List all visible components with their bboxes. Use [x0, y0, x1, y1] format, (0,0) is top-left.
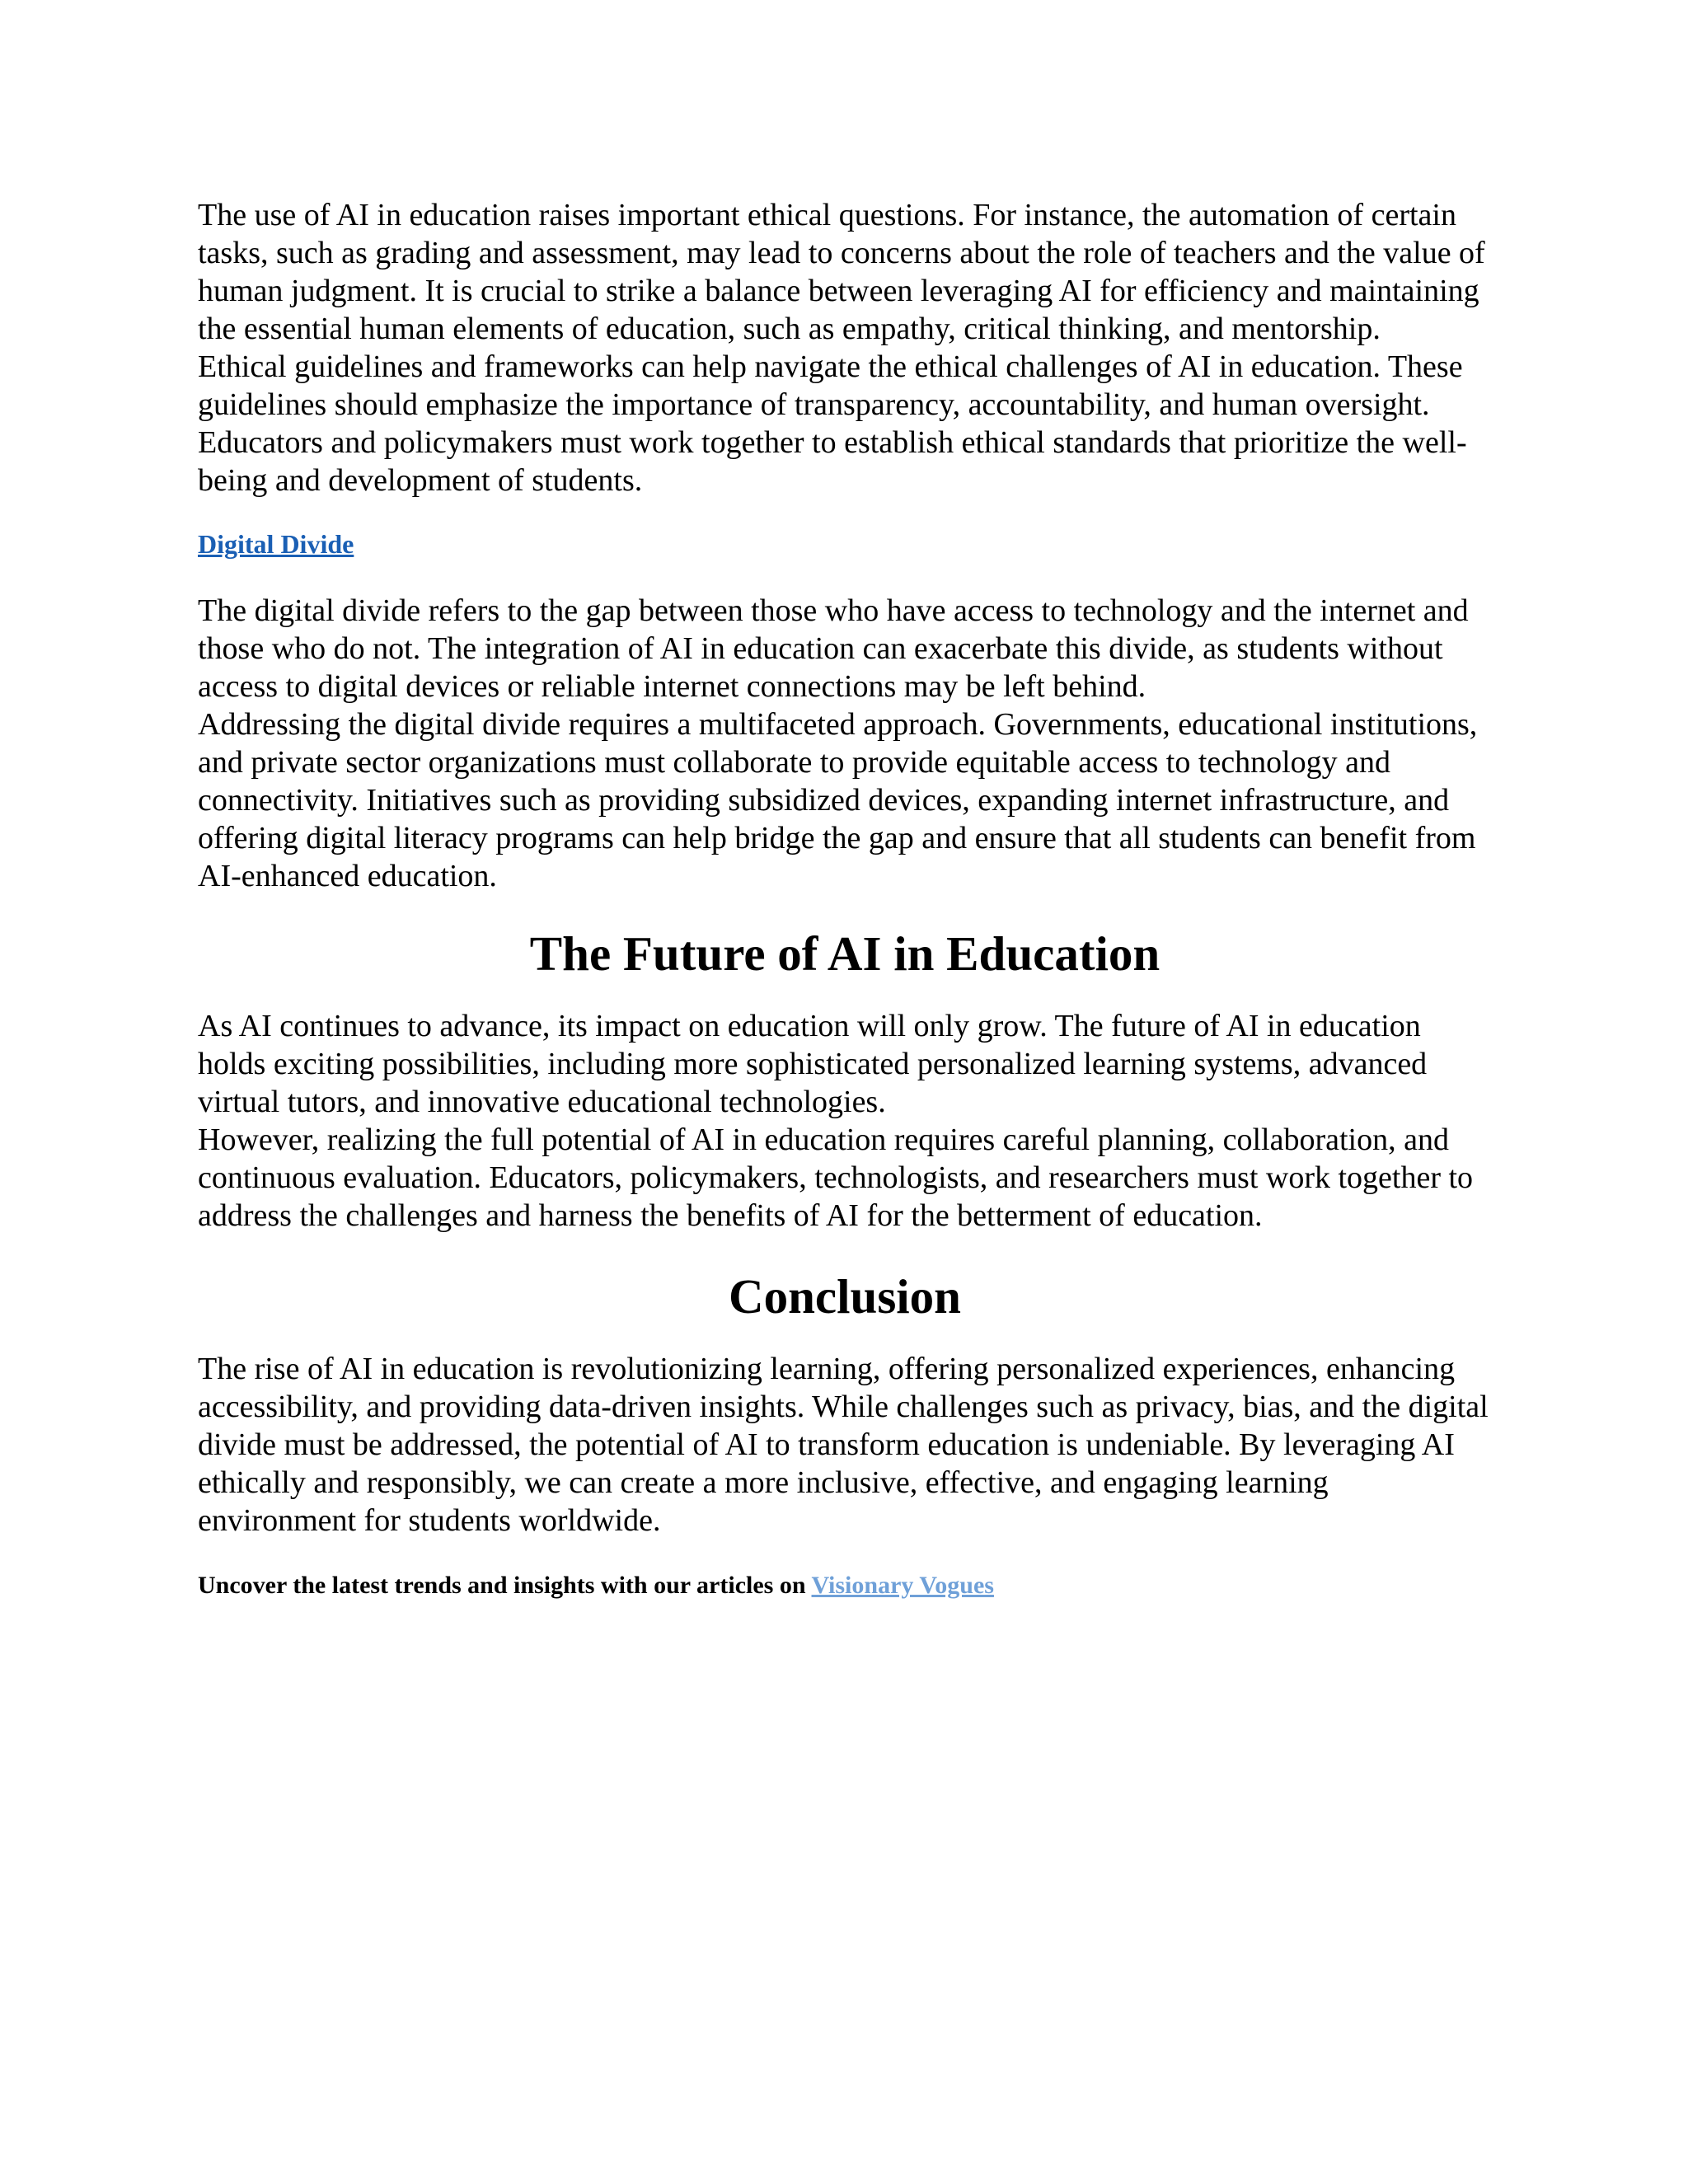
- conclusion-heading: Conclusion: [729, 1269, 961, 1324]
- ethics-paragraph-1: The use of AI in education raises important ethical questions. For instance, the automation of certain tasks, such as grading and assessment, may lead to concerns about the role of teachers and the value of human judgment. It is crucial to strike a balance between leveraging AI for efficiency and maintaining the essential human elements of education, such as empathy, critical thinking, and mentorship.: [198, 198, 1485, 346]
- digital-divide-heading: [198, 527, 1492, 560]
- future-heading: The Future of AI in Education: [529, 926, 1160, 981]
- digital-divide-paragraph-1: The digital divide refers to the gap between those who have access to technology and the internet and those who do not. The integration of AI in education can exacerbate this divide, as students without access to digital devices or reliable internet connections may be left behind.: [198, 593, 1469, 704]
- footer-text: Uncover the latest trends and insights with our articles on: [198, 1572, 806, 1599]
- visionary-vogues-link[interactable]: Visionary Vogues: [811, 1572, 994, 1599]
- digital-divide-paragraph-2: Addressing the digital divide requires a multifaceted approach. Governments, educational institutions, and private sector organizations must collaborate to provide equitable access to technology and connectivity. Initiatives such as providing subsidized devices, expanding internet infrastructure, and offering digital literacy programs can help bridge the gap and ensure that all students can benefit from AI-enhanced education.: [198, 707, 1478, 893]
- future-paragraph-1: As AI continues to advance, its impact on education will only grow. The future of AI in education holds exciting possibilities, including more sophisticated personalized learning systems, advanced virtual tutors, and innovative educational technologies.: [198, 1009, 1428, 1119]
- ethics-paragraph-2: Ethical guidelines and frameworks can help navigate the ethical challenges of AI in education. These guidelines should emphasize the importance of transparency, accountability, and human oversight. Educators and policymakers must work together to establish ethical standards that prioritize the well-being and development of students.: [198, 349, 1467, 498]
- document-body: [198, 196, 1492, 1602]
- digital-divide-link[interactable]: Digital Divide: [198, 529, 354, 559]
- footer-promo: [198, 1569, 1492, 1602]
- conclusion-paragraph: The rise of AI in education is revolutionizing learning, offering personalized experiences, enhancing accessibility, and providing data-driven insights. While challenges such as privacy, bias, and the digital divide must be addressed, the potential of AI to transform education is undeniable. By leveraging AI ethically and responsibly, we can create a more inclusive, effective, and engaging learning environment for students worldwide.: [198, 1352, 1489, 1538]
- future-paragraph-2: However, realizing the full potential of AI in education requires careful planning, collaboration, and continuous evaluation. Educators, policymakers, technologists, and researchers must work together to address the challenges and harness the benefits of AI for the betterment of education.: [198, 1122, 1474, 1233]
